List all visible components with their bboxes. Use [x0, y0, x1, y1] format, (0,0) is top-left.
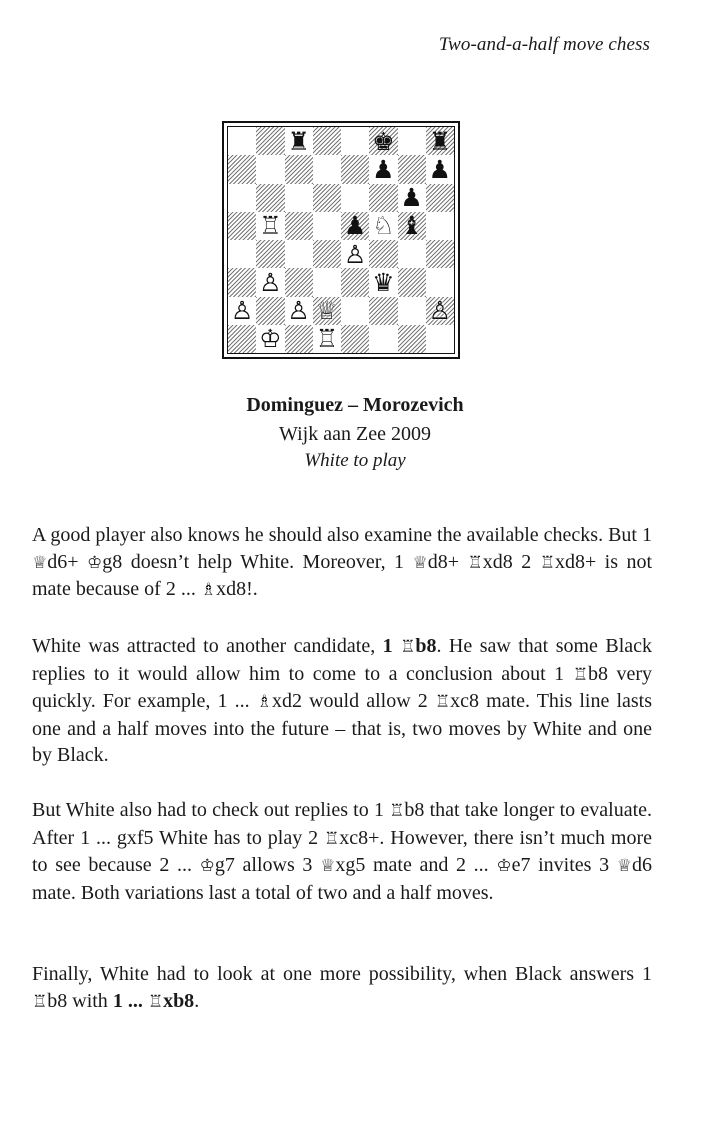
square-d7	[313, 155, 341, 183]
square-b2	[256, 297, 284, 325]
square-b7	[256, 155, 284, 183]
square-f6	[369, 184, 397, 212]
figurine-icon: ♕	[320, 856, 336, 876]
text-run: But White also had to check out replies to 1	[32, 799, 390, 821]
diagram-caption-players: Dominguez – Morozevich	[246, 394, 464, 416]
black-rook-icon: ♜	[428, 126, 452, 156]
square-b8	[256, 127, 284, 155]
square-a8	[228, 127, 256, 155]
square-h1	[426, 325, 454, 353]
square-a7	[228, 155, 256, 183]
white-pawn-icon: ♙	[428, 296, 452, 326]
figurine-icon: ♔	[496, 856, 512, 876]
paragraph-2	[32, 633, 652, 769]
bold-move: b8	[415, 635, 437, 657]
white-rook-icon: ♖	[315, 324, 339, 354]
square-e3	[341, 268, 369, 296]
square-c1	[285, 325, 313, 353]
figurine-icon: ♕	[32, 552, 48, 573]
square-a5	[228, 212, 256, 240]
square-h8	[426, 127, 454, 155]
text-run: Finally, White had to look at one more possibility, when Black answers 1	[32, 963, 652, 985]
white-king-icon: ♔	[259, 324, 282, 354]
diagram-caption-to-move: White to play	[304, 450, 406, 471]
square-b4	[256, 240, 284, 268]
figurine-icon: ♖	[572, 664, 588, 685]
text-run: xc8 mate. This line lasts one and a half moves into the future – that is, two moves by White and one by Black.	[32, 690, 653, 766]
square-a6	[228, 184, 256, 212]
black-rook-icon: ♜	[287, 126, 310, 156]
text-run: xc8+. However, there isn’t much more to see because 2 ...	[32, 826, 653, 876]
square-c6	[285, 184, 313, 212]
square-a1	[228, 325, 256, 353]
square-h6	[426, 184, 454, 212]
white-queen-icon: ♕	[315, 296, 339, 326]
black-pawn-icon: ♟	[400, 183, 423, 213]
bold-move: xb8	[163, 989, 195, 1012]
text-run: b8 very quickly. For example, 1 ...	[32, 662, 652, 712]
figurine-icon: ♖	[539, 552, 555, 573]
figurine-icon: ♖	[467, 552, 483, 573]
square-g6	[398, 184, 426, 212]
square-c7	[285, 155, 313, 183]
square-c4	[285, 240, 313, 268]
square-e4	[341, 240, 369, 268]
square-f4	[369, 240, 397, 268]
text-run: d8+	[427, 550, 468, 573]
figurine-icon: ♔	[87, 552, 103, 573]
text-run: xd8!.	[216, 578, 258, 600]
text-run: .	[194, 989, 200, 1012]
figurine-icon: ♗	[200, 580, 217, 600]
square-d3	[313, 268, 341, 296]
figurine-icon: ♖	[323, 828, 340, 849]
paragraph-3	[32, 797, 652, 906]
square-a4	[228, 240, 256, 268]
square-e2	[341, 297, 369, 325]
black-king-icon: ♚	[372, 126, 395, 156]
square-g1	[398, 325, 426, 353]
text-run: d6 mate. Both variations last a total of two and a half moves.	[32, 854, 653, 904]
square-g2	[398, 297, 426, 325]
square-e5	[341, 212, 369, 240]
square-d6	[313, 184, 341, 212]
black-pawn-icon: ♟	[428, 154, 452, 184]
square-d1	[313, 325, 341, 353]
square-d4	[313, 240, 341, 268]
square-h4	[426, 240, 454, 268]
square-f8	[369, 127, 397, 155]
figurine-icon: ♖	[400, 637, 416, 657]
square-a3	[228, 268, 256, 296]
bold-move: 1 ...	[112, 989, 148, 1012]
square-b1	[256, 325, 284, 353]
square-b5	[256, 212, 284, 240]
square-e1	[341, 325, 369, 353]
text-run: White was attracted to another candidate,	[32, 635, 383, 657]
text-run: d6+	[47, 550, 87, 573]
text-run: xd8 2	[482, 550, 540, 573]
white-pawn-icon: ♙	[287, 296, 310, 326]
square-c3	[285, 268, 313, 296]
square-d5	[313, 212, 341, 240]
chess-board	[227, 126, 455, 354]
chess-diagram	[222, 121, 460, 359]
white-pawn-icon: ♙	[343, 239, 367, 269]
text-run: b8 with	[47, 989, 113, 1012]
square-e8	[341, 127, 369, 155]
black-pawn-icon: ♟	[372, 154, 395, 184]
paragraph-1	[32, 522, 652, 604]
text-run: xd2 would allow 2	[272, 690, 435, 712]
square-g8	[398, 127, 426, 155]
square-g7	[398, 155, 426, 183]
square-f7	[369, 155, 397, 183]
black-bishop-icon: ♝	[400, 211, 423, 241]
square-f3	[369, 268, 397, 296]
text-run: e7 invites 3	[511, 854, 617, 876]
text-run: g8 doesn’t help White. Moreover, 1	[102, 550, 413, 573]
square-b3	[256, 268, 284, 296]
square-g3	[398, 268, 426, 296]
square-f1	[369, 325, 397, 353]
square-h5	[426, 212, 454, 240]
text-run: A good player also knows he should also examine the available checks. But 1	[32, 524, 652, 546]
paragraph-4	[32, 961, 652, 1015]
diagram-caption-event: Wijk aan Zee 2009	[279, 423, 431, 445]
black-pawn-icon: ♟	[343, 211, 367, 241]
figurine-icon: ♖	[32, 991, 48, 1012]
text-run: xd8+ is not mate because of 2 ...	[32, 550, 653, 600]
square-c8	[285, 127, 313, 155]
square-g5	[398, 212, 426, 240]
figurine-icon: ♖	[434, 692, 451, 712]
figurine-icon: ♖	[147, 991, 164, 1012]
square-a2	[228, 297, 256, 325]
square-e7	[341, 155, 369, 183]
text-run: b8 that take longer to evaluate. After 1 ... gxf5 White has to play 2	[32, 799, 652, 849]
square-f2	[369, 297, 397, 325]
square-f5	[369, 212, 397, 240]
square-h2	[426, 297, 454, 325]
white-pawn-icon: ♙	[259, 267, 282, 297]
bold-move: 1	[382, 635, 401, 657]
figurine-icon: ♖	[389, 801, 405, 821]
square-b6	[256, 184, 284, 212]
text-run: . He saw that some Black replies to it would allow him to come to a conclusion about 1	[32, 635, 653, 685]
square-d8	[313, 127, 341, 155]
figurine-icon: ♔	[199, 856, 215, 876]
square-d2	[313, 297, 341, 325]
square-g4	[398, 240, 426, 268]
text-run: xg5 mate and 2 ...	[335, 854, 497, 876]
square-h7	[426, 155, 454, 183]
figurine-icon: ♕	[616, 856, 633, 876]
running-head: Two-and-a-half move chess	[438, 34, 650, 55]
white-rook-icon: ♖	[259, 211, 282, 241]
white-pawn-icon: ♙	[230, 296, 254, 326]
figurine-icon: ♗	[256, 692, 272, 712]
square-c5	[285, 212, 313, 240]
square-h3	[426, 268, 454, 296]
white-knight-icon: ♘	[372, 211, 395, 241]
square-e6	[341, 184, 369, 212]
square-c2	[285, 297, 313, 325]
black-queen-icon: ♛	[372, 267, 395, 297]
text-run: g7 allows 3	[214, 854, 321, 876]
figurine-icon: ♕	[412, 552, 428, 573]
